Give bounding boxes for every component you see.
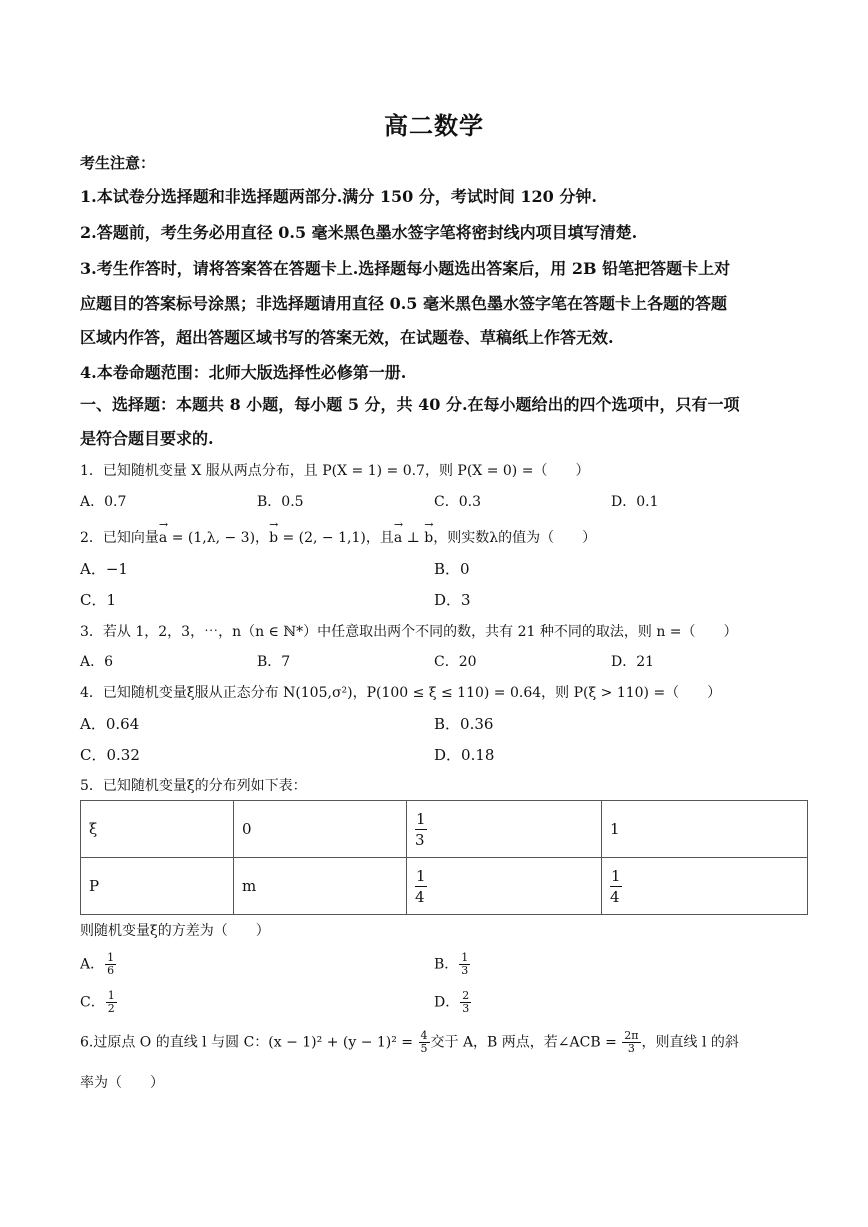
table-cell-fraction: [407, 858, 602, 915]
question-4-option-d: D．0.18: [434, 746, 495, 764]
question-1-option-a: A．0.7: [80, 494, 127, 510]
fraction-numerator: 2π: [624, 1029, 639, 1042]
notice-line-1: 1.本试卷分选择题和非选择题两部分.满分 150 分，考试时间 120 分钟.: [80, 187, 597, 206]
question-1-stem: 1．已知随机变量 X 服从两点分布，且 P(X = 1) = 0.7，则 P(X = 0) =（ ）: [80, 463, 590, 479]
fraction-numerator: 1: [107, 989, 115, 1002]
option-label: A．: [80, 956, 105, 973]
question-5-option-b: [434, 952, 471, 977]
table-row: [81, 801, 808, 858]
question-6-stem-pre: 6.过原点 O 的直线 l 与圆 C：(x − 1)² + (y − 1)² =: [80, 1034, 418, 1051]
table-row: [81, 858, 808, 915]
notice-line-3a: 3.考生作答时，请将答案答在答题卡上.选择题每小题选出答案后，用 2B 铅笔把答题卡上对: [80, 259, 731, 278]
question-2-option-b: B．0: [434, 560, 470, 578]
question-5-option-a: [80, 952, 117, 977]
option-label: D．: [434, 994, 460, 1011]
question-4-option-c: C．0.32: [80, 746, 140, 764]
question-1-option-b: B．0.5: [257, 494, 304, 510]
section-heading-1: 一、选择题：本题共 8 小题，每小题 5 分，共 40 分.在每小题给出的四个选项中，只有一项: [80, 395, 740, 414]
question-6-line-2: 率为（ ）: [80, 1075, 164, 1091]
fraction-denominator: 2: [107, 1002, 115, 1015]
vector-a-value: = (1,λ, − 3)，: [167, 530, 270, 546]
table-cell-fraction: [602, 858, 808, 915]
vector-b-ref: → b: [424, 530, 433, 546]
fraction-numerator: 1: [611, 866, 621, 885]
perp-symbol: ⊥: [402, 530, 425, 546]
option-label: C．: [80, 994, 105, 1011]
question-1-option-d: D．0.1: [611, 494, 659, 510]
page-title: 高二数学: [384, 111, 484, 140]
notice-line-4: 4.本卷命题范围：北师大版选择性必修第一册.: [80, 363, 407, 382]
fraction-denominator: 3: [415, 830, 425, 849]
fraction-numerator: 1: [416, 809, 426, 828]
question-4-option-a: A．0.64: [80, 715, 140, 733]
table-cell-label: ξ: [81, 801, 234, 858]
question-2-stem-post: ，则实数λ的值为（ ）: [433, 530, 597, 546]
fraction-denominator: 4: [610, 887, 620, 906]
question-3-option-a: A．6: [80, 654, 114, 670]
fraction-denominator: 3: [627, 1042, 635, 1055]
question-1-option-c: C．0.3: [434, 494, 481, 510]
question-3-option-c: C．20: [434, 654, 477, 670]
question-2-option-a: A．−1: [80, 560, 128, 578]
question-5-after: 则随机变量ξ的方差为（ ）: [80, 923, 270, 939]
section-heading-2: 是符合题目要求的.: [80, 429, 214, 448]
question-2-stem: [80, 527, 596, 547]
table-cell: 1: [602, 801, 808, 858]
fraction-denominator: 4: [415, 887, 425, 906]
question-2-option-d: D．3: [434, 591, 471, 609]
notice-line-3b: 应题目的答案标号涂黑；非选择题请用直径 0.5 毫米黑色墨水签字笔在答题卡上各题的答题: [80, 294, 727, 313]
vector-b-value: = (2, − 1,1)，且: [278, 530, 394, 546]
question-6-stem-mid: 交于 A，B 两点，若∠ACB =: [430, 1034, 622, 1051]
table-cell: 0: [234, 801, 407, 858]
question-6-stem: [80, 1030, 739, 1055]
question-6-stem-post: ，则直线 l 的斜: [641, 1034, 739, 1051]
fraction-denominator: 6: [107, 964, 115, 977]
fraction-numerator: 2: [462, 989, 470, 1002]
fraction-denominator: 3: [462, 1002, 470, 1015]
question-4-option-b: B．0.36: [434, 715, 494, 733]
fraction-numerator: 1: [416, 866, 426, 885]
question-2-stem-pre: 2．已知向量: [80, 530, 159, 546]
question-5-option-c: [80, 990, 118, 1015]
table-cell-fraction: [407, 801, 602, 858]
notice-line-2: 2.答题前，考生务必用直径 0.5 毫米黑色墨水签字笔将密封线内项目填写清楚.: [80, 223, 638, 242]
question-4-stem: 4．已知随机变量ξ服从正态分布 N(105,σ²)，P(100 ≤ ξ ≤ 110) = 0.64，则 P(ξ > 110) =（ ）: [80, 685, 722, 701]
question-3-option-b: B．7: [257, 654, 291, 670]
fraction-numerator: 1: [107, 951, 115, 964]
fraction-numerator: 4: [420, 1029, 428, 1042]
fraction-numerator: 1: [461, 951, 469, 964]
question-3-option-d: D．21: [611, 654, 655, 670]
table-cell-label: P: [81, 858, 234, 915]
vector-b: → b: [269, 530, 278, 546]
question-3-stem: 3．若从 1，2，3，⋯，n（n ∈ ℕ*）中任意取出两个不同的数，共有 21 种不同的取法，则 n =（ ）: [80, 624, 738, 640]
option-label: B．: [434, 956, 459, 973]
distribution-table: [80, 800, 808, 915]
fraction-denominator: 5: [420, 1042, 428, 1055]
table-cell: m: [234, 858, 407, 915]
fraction-denominator: 3: [461, 964, 469, 977]
question-2-option-c: C．1: [80, 591, 117, 609]
question-5-stem: 5．已知随机变量ξ的分布列如下表：: [80, 778, 307, 794]
vector-a: → a: [159, 530, 167, 546]
notice-heading: 考生注意：: [80, 154, 156, 172]
vector-a-ref: → a: [394, 530, 402, 546]
question-5-option-d: [434, 990, 472, 1015]
notice-line-3c: 区域内作答，超出答题区域书写的答案无效，在试题卷、草稿纸上作答无效.: [80, 328, 614, 347]
